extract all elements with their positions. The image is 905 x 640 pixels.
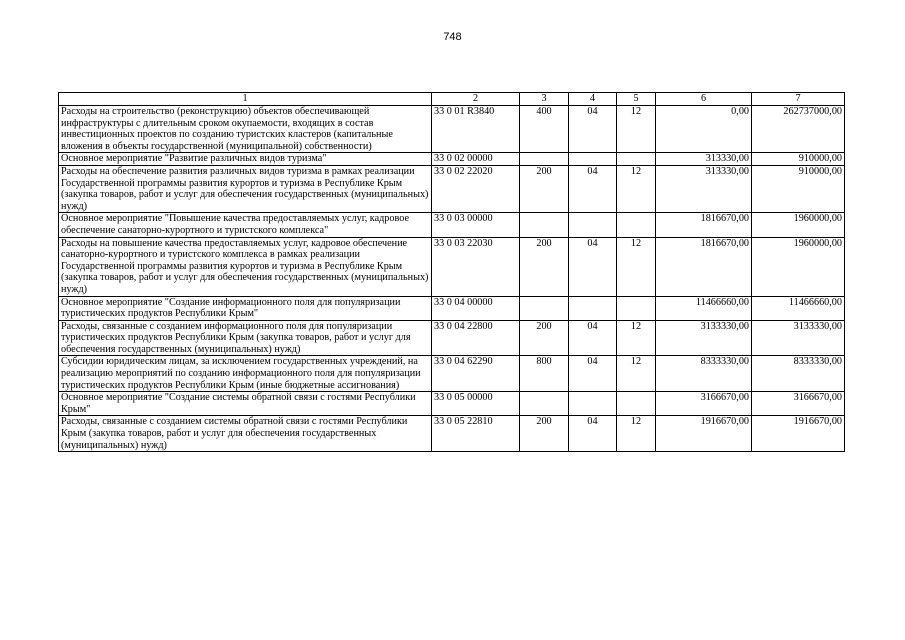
row-sum1-cell: 313330,00 <box>656 153 752 166</box>
page-number: 748 <box>443 31 462 43</box>
row-rz-cell <box>569 153 617 166</box>
row-name-cell: Расходы, связанные с созданием информационного поля для популяризации туристических продуктов Республики Крым (закупка товаров, работ и услуг для обеспечения государственных (муниципальных) нужд) <box>59 320 432 356</box>
row-sum2-cell: 11466660,00 <box>752 296 845 320</box>
row-vr-cell: 200 <box>520 320 569 356</box>
header-cell: 6 <box>656 93 752 106</box>
row-vr-cell <box>520 296 569 320</box>
table-row <box>59 416 845 452</box>
row-sum2-cell: 910000,00 <box>752 165 845 212</box>
row-sum1-cell: 0,00 <box>656 106 752 153</box>
header-cell: 3 <box>520 93 569 106</box>
row-vr-cell: 200 <box>520 416 569 452</box>
row-rz-cell: 04 <box>569 356 617 392</box>
table-row <box>59 392 845 416</box>
row-name-cell: Расходы на повышение качества предоставляемых услуг, кадровое обеспечение санаторно-курортного и туристского комплекса в рамках реализации Государственной программы развития курортов и туризма в Республике Крым (закупка товаров, работ и услуг для обеспечения государственных (муниципальных) нужд) <box>59 237 432 296</box>
row-rz-cell: 04 <box>569 106 617 153</box>
header-cell: 5 <box>617 93 656 106</box>
row-sum1-cell: 1816670,00 <box>656 237 752 296</box>
row-name-cell: Субсидии юридическим лицам, за исключением государственных учреждений, на реализацию мероприятий по созданию информационного поля для популяризации туристических продуктов Республики Крым (иные бюджетные ассигнования) <box>59 356 432 392</box>
header-cell: 4 <box>569 93 617 106</box>
table-row <box>59 213 845 237</box>
row-sum1-cell: 3166670,00 <box>656 392 752 416</box>
budget-table <box>58 92 845 452</box>
row-sum1-cell: 11466660,00 <box>656 296 752 320</box>
row-pr-cell: 12 <box>617 106 656 153</box>
row-sum1-cell: 1916670,00 <box>656 416 752 452</box>
row-name-cell: Расходы, связанные с созданием системы обратной связи с гостями Республики Крым (закупка товаров, работ и услуг для обеспечения государственных (муниципальных) нужд) <box>59 416 432 452</box>
row-code-cell: 33 0 04 00000 <box>432 296 520 320</box>
row-rz-cell: 04 <box>569 320 617 356</box>
row-sum2-cell: 262737000,00 <box>752 106 845 153</box>
row-rz-cell <box>569 296 617 320</box>
header-cell: 7 <box>752 93 845 106</box>
row-name-cell: Расходы на обеспечение развития различных видов туризма в рамках реализации Государственной программы развития курортов и туризма в Республике Крым (закупка товаров, работ и услуг для обеспечения государственных (муниципальных) нужд) <box>59 165 432 212</box>
row-code-cell: 33 0 05 22810 <box>432 416 520 452</box>
row-rz-cell <box>569 392 617 416</box>
row-name-cell: Основное мероприятие "Развитие различных видов туризма" <box>59 153 432 166</box>
row-pr-cell: 12 <box>617 416 656 452</box>
row-code-cell: 33 0 03 00000 <box>432 213 520 237</box>
row-vr-cell <box>520 213 569 237</box>
row-rz-cell: 04 <box>569 237 617 296</box>
row-pr-cell: 12 <box>617 320 656 356</box>
header-row <box>59 93 845 106</box>
row-code-cell: 33 0 04 62290 <box>432 356 520 392</box>
row-pr-cell <box>617 213 656 237</box>
row-pr-cell <box>617 392 656 416</box>
row-vr-cell: 200 <box>520 165 569 212</box>
table-row <box>59 237 845 296</box>
row-name-cell: Расходы на строительство (реконструкцию) объектов обеспечивающей инфраструктуры с длительным сроком окупаемости, входящих в состав инвестиционных проектов по созданию туристских кластеров (капитальные вложения в объекты государственной (муниципальной) собственности) <box>59 106 432 153</box>
row-sum2-cell: 1960000,00 <box>752 213 845 237</box>
row-name-cell: Основное мероприятие "Создание информационного поля для популяризации туристических продуктов Республики Крым" <box>59 296 432 320</box>
row-pr-cell <box>617 153 656 166</box>
row-rz-cell <box>569 213 617 237</box>
table-row <box>59 296 845 320</box>
table-row <box>59 153 845 166</box>
row-vr-cell: 200 <box>520 237 569 296</box>
table-row <box>59 356 845 392</box>
row-code-cell: 33 0 02 00000 <box>432 153 520 166</box>
row-sum2-cell: 3133330,00 <box>752 320 845 356</box>
row-pr-cell: 12 <box>617 237 656 296</box>
row-vr-cell <box>520 153 569 166</box>
row-sum1-cell: 3133330,00 <box>656 320 752 356</box>
row-rz-cell: 04 <box>569 416 617 452</box>
row-rz-cell: 04 <box>569 165 617 212</box>
row-code-cell: 33 0 05 00000 <box>432 392 520 416</box>
row-code-cell: 33 0 03 22030 <box>432 237 520 296</box>
table-row <box>59 106 845 153</box>
row-name-cell: Основное мероприятие "Создание системы обратной связи с гостями Республики Крым" <box>59 392 432 416</box>
row-sum2-cell: 1960000,00 <box>752 237 845 296</box>
row-vr-cell <box>520 392 569 416</box>
row-sum2-cell: 1916670,00 <box>752 416 845 452</box>
header-cell: 1 <box>59 93 432 106</box>
row-sum1-cell: 313330,00 <box>656 165 752 212</box>
table-row <box>59 165 845 212</box>
row-pr-cell: 12 <box>617 356 656 392</box>
header-cell: 2 <box>432 93 520 106</box>
table-row <box>59 320 845 356</box>
row-code-cell: 33 0 02 22020 <box>432 165 520 212</box>
row-sum1-cell: 1816670,00 <box>656 213 752 237</box>
row-vr-cell: 800 <box>520 356 569 392</box>
row-code-cell: 33 0 01 R3840 <box>432 106 520 153</box>
row-vr-cell: 400 <box>520 106 569 153</box>
row-sum2-cell: 910000,00 <box>752 153 845 166</box>
row-name-cell: Основное мероприятие "Повышение качества предоставляемых услуг, кадровое обеспечение санаторно-курортного и туристского комплекса" <box>59 213 432 237</box>
row-code-cell: 33 0 04 22800 <box>432 320 520 356</box>
row-sum2-cell: 8333330,00 <box>752 356 845 392</box>
row-sum2-cell: 3166670,00 <box>752 392 845 416</box>
row-pr-cell: 12 <box>617 165 656 212</box>
row-sum1-cell: 8333330,00 <box>656 356 752 392</box>
row-pr-cell <box>617 296 656 320</box>
